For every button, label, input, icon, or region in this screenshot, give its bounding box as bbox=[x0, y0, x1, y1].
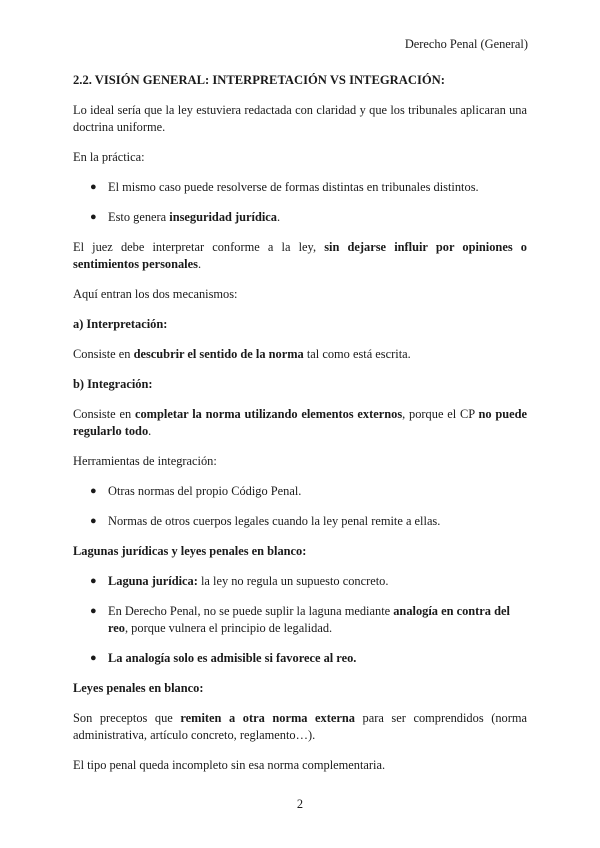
paragraph-tipo-penal: El tipo penal queda incompleto sin esa norma complementaria. bbox=[73, 758, 386, 772]
text-run: Consiste en bbox=[73, 347, 134, 361]
lagunas-list bbox=[73, 573, 527, 667]
list-item-text: Otras normas del propio Código Penal. bbox=[108, 484, 302, 498]
emphasis: completar la norma utilizando elementos externos bbox=[134, 407, 403, 421]
running-header: Derecho Penal (General) bbox=[404, 37, 528, 51]
list-item-text: En Derecho Penal, no se puede suplir la laguna mediante bbox=[108, 604, 394, 618]
text-run: El juez debe interpretar conforme a la ley, bbox=[73, 240, 325, 254]
bullet-icon: ● bbox=[90, 575, 97, 587]
emphasis: sin dejarse influir por opiniones o sentimientos personales bbox=[73, 240, 527, 271]
paragraph-tools: Herramientas de integración: bbox=[73, 454, 217, 468]
list-item bbox=[73, 513, 527, 530]
bullet-icon: ● bbox=[90, 605, 97, 617]
list-item bbox=[73, 179, 527, 196]
text-run: tal como está escrita. bbox=[303, 347, 411, 361]
paragraph-integration bbox=[73, 406, 527, 440]
paragraph-ideal: Lo ideal sería que la ley estuviera redactada con claridad y que los tribunales aplicaran una doctrina uniforme. bbox=[73, 103, 527, 134]
practice-list bbox=[73, 179, 527, 226]
text-run: para ser comprendidos (norma administrativa, artículo concreto, reglamento…). bbox=[73, 711, 527, 742]
emphasis: Laguna jurídica: bbox=[108, 574, 198, 588]
bullet-icon: ● bbox=[90, 181, 97, 193]
paragraph-preceptos bbox=[73, 710, 527, 744]
text-run: , porque el CP bbox=[402, 407, 479, 421]
list-item bbox=[73, 573, 527, 590]
list-item-text: , porque vulnera el principio de legalidad. bbox=[124, 621, 333, 635]
emphasis: analogía en contra del reo bbox=[108, 604, 510, 635]
text-run: . bbox=[197, 257, 202, 271]
bullet-icon: ● bbox=[90, 211, 97, 223]
text-run: . bbox=[148, 424, 152, 438]
list-item bbox=[73, 209, 527, 226]
paragraph-judge bbox=[73, 239, 527, 273]
text-run: Son preceptos que bbox=[73, 711, 181, 725]
section-title: 2.2. VISIÓN GENERAL: INTERPRETACIÓN VS INTEGRACIÓN: bbox=[73, 73, 445, 87]
heading-integration: b) Integración: bbox=[73, 377, 153, 391]
paragraph-interpretation bbox=[73, 346, 527, 363]
bullet-icon: ● bbox=[90, 515, 97, 527]
paragraph-mechanisms: Aquí entran los dos mecanismos: bbox=[73, 287, 238, 301]
heading-lagunas: Lagunas jurídicas y leyes penales en blanco: bbox=[73, 544, 307, 558]
list-item-text: Esto genera bbox=[108, 210, 170, 224]
bullet-icon: ● bbox=[90, 485, 97, 497]
emphasis: La analogía solo es admisible si favorece al reo. bbox=[108, 651, 357, 665]
tools-list bbox=[73, 483, 527, 530]
emphasis: inseguridad jurídica bbox=[169, 210, 277, 224]
emphasis: remiten a otra norma externa bbox=[180, 711, 355, 725]
emphasis: no puede regularlo todo bbox=[73, 407, 528, 438]
list-item-text: . bbox=[277, 210, 281, 224]
list-item-text: El mismo caso puede resolverse de formas distintas en tribunales distintos. bbox=[108, 180, 479, 194]
list-item bbox=[73, 650, 527, 667]
list-item bbox=[73, 603, 527, 637]
page-body bbox=[73, 72, 527, 787]
bullet-icon: ● bbox=[90, 652, 97, 664]
paragraph-practice: En la práctica: bbox=[73, 150, 145, 164]
list-item-text: la ley no regula un supuesto concreto. bbox=[197, 574, 389, 588]
list-item bbox=[73, 483, 527, 500]
text-run: Consiste en bbox=[73, 407, 135, 421]
heading-leyes-blanco: Leyes penales en blanco: bbox=[73, 681, 204, 695]
page-number: 2 bbox=[296, 797, 304, 811]
heading-interpretation: a) Interpretación: bbox=[73, 317, 168, 331]
emphasis: descubrir el sentido de la norma bbox=[133, 347, 304, 361]
list-item-text: Normas de otros cuerpos legales cuando la ley penal remite a ellas. bbox=[108, 514, 441, 528]
